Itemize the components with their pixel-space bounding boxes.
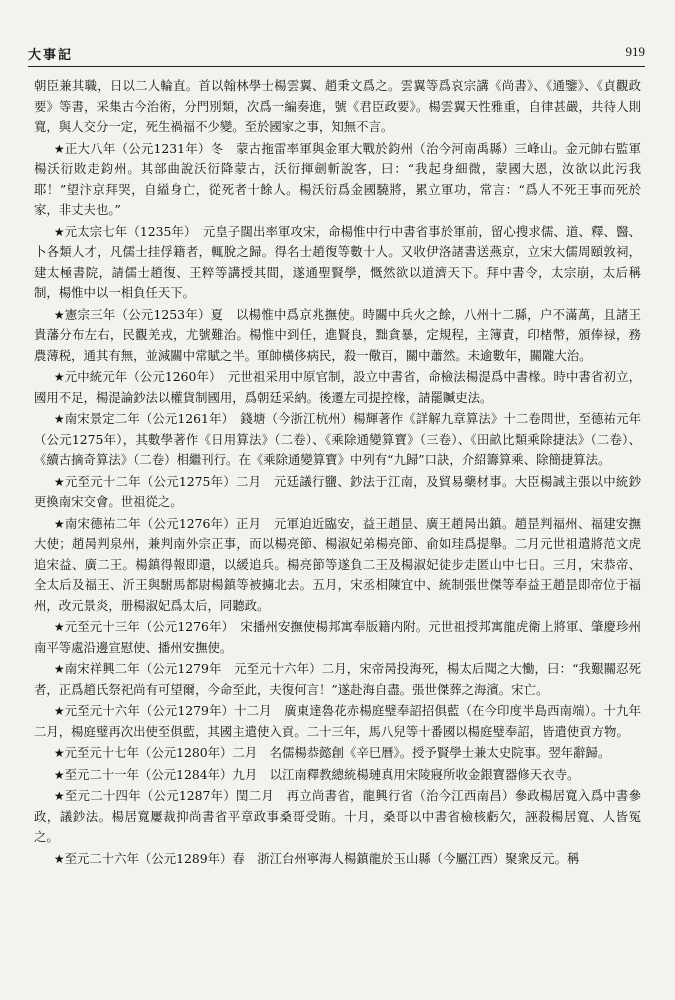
star-bullet-icon: ★ [53,789,65,803]
star-bullet-icon: ★ [53,307,65,322]
entry-paragraph [34,514,641,617]
entry-paragraph [34,222,641,304]
entry-paragraph [34,765,641,786]
entry-text: 元中統元年（公元1260年） 元世祖采用中原官制，設立中書省，命檢法楊湜爲中書椽。時中書省初立，國用不足，楊湜論鈔法以權貨制國用，爲朝廷采納。後遷左司提控椽，請罷贓吏法。 [34,369,641,405]
star-bullet-icon: ★ [53,224,65,239]
star-bullet-icon: ★ [53,412,65,426]
entry-text: 元至元十二年（公元1275年）二月 元廷議行鹽、鈔法于江南，及貿易藥材事。大臣楊誠主張以中統鈔更換南宋交會。世祖從之。 [34,473,641,509]
entry-text: 至元二十一年（公元1284年）九月 以江南釋教總統楊璉真用宋陵寢所收金銀寶器修天衣寺。 [64,766,580,782]
entry-paragraph [34,367,641,408]
entry-text: 正大八年（公元1231年）冬 蒙古拖雷率軍與金軍大戰於鈞州（治今河南禹縣）三峰山。金元帥右監軍楊沃衍敗走鈞州。其部曲說沃衍降蒙古，沃衍揮劍斬說客，曰：“我起身細微，蒙國大恩，汝欲以此污我耶！”望汴京拜哭，自縊身亡，從死者十餘人。楊沃衍爲金國驍將，累立軍功，常言：“爲人不死王事而死於家，非丈夫也。” [34,140,641,217]
entry-text: 元太宗七年（1235年） 元皇子闊出率軍攻宋，命楊惟中行中書省事於軍前，留心搜求儒、道、釋、醫、卜各類人才，凡儒士挂俘籍者，輒脫之歸。得名士趙復等數十人。又收伊洛諸書送燕京，立宋大儒周頤敦祠，建太極書院，請儒士趙復、王粹等講授其間，遂通聖賢學，慨然欲以道濟天下。拜中書令，太宗崩，太后稱制，楊惟中以一相負任天下。 [34,223,641,300]
entry-text: 南宋祥興二年（公元1279年 元至元十六年）二月，宋帝昺投海死，楊太后聞之大慟，曰：“我艱關忍死者，正爲趙氏祭祀尚有可望爾，今命至此，夫復何言！”遂赴海自盡。張世傑葬之海濱。宋亡。 [34,661,641,697]
entry-paragraph [34,472,641,513]
star-bullet-icon: ★ [53,851,65,866]
entry-text: 元至元十六年（公元1279年）十二月 廣東達魯花赤楊庭璧奉詔招俱藍（在今印度半島西南端）。十九年二月，楊庭璧再次出使至俱藍，其國主遣使入貢。二十三年，馬八兒等十番國以楊庭璧奉詔，皆遣使貢方物。 [34,703,641,739]
entry-text: 南宋景定二年（公元1261年） 錢塘（今浙江杭州）楊輝著作《詳解九章算法》十二卷問世，至德祐元年（公元1275年），其數學著作《日用算法》（二卷）、《乘除通變算寶》（三卷）、《田畝比類乘除捷法》（二卷）、《續古摘奇算法》（二卷）相繼刊行。在《乘除通變算寶》中列有“九歸”口訣，介紹籌算乘、除簡捷算法。 [34,411,641,467]
star-bullet-icon: ★ [53,746,65,760]
entry-paragraph [34,409,641,471]
entry-text: 憲宗三年（公元1253年）夏 以楊惟中爲京兆撫使。時關中兵火之餘，八州十二縣，户不滿萬，且諸王貴藩分布左右，民觀羌戎，尤號難治。楊惟中到任，進賢良，黜貪暴，定規程，主簿責，印楮幣，頒俸禄，務農薄税，通其有無，並減關中常賦之半。軍帥橫侈病民，殺一儆百，關中蕭然。未逾數年，關隴大治。 [34,306,641,363]
entry-text: 至元二十六年（公元1289年）春 浙江台州寧海人楊鎮龍於玉山縣（今屬江西）聚衆反元。稱 [64,850,580,866]
entry-text: 元至元十七年（公元1280年）二月 名儒楊恭懿創《辛巳曆》。授予賢學士兼太史院事。翌年辭歸。 [64,745,611,760]
entry-paragraph [34,139,641,221]
entry-paragraph [34,786,641,848]
star-bullet-icon: ★ [53,516,65,531]
header-rule [28,66,645,67]
entry-text: 朝臣兼其職，日以二人輪直。首以翰林學士楊雲翼、趙秉文爲之。雲翼等爲哀宗講《尚書》、《通鑒》、《貞觀政要》等書，采集古今治術，分門別類，次爲一編奏進，號《君臣政要》。楊雲翼天性雅重，自律甚嚴，共待人則寬，與人交分一定，死生禍福不少變。至於國家之事，知無不言。 [34,78,641,134]
star-bullet-icon: ★ [53,141,65,156]
entry-paragraph [34,76,641,138]
page-number: 919 [625,44,645,59]
star-bullet-icon: ★ [53,370,65,384]
entry-paragraph [34,701,641,742]
star-bullet-icon: ★ [53,767,65,782]
star-bullet-icon: ★ [53,704,65,718]
body-text [34,76,641,870]
star-bullet-icon: ★ [53,620,65,634]
star-bullet-icon: ★ [53,662,65,676]
entry-paragraph [34,617,641,658]
entry-text: 南宋德祐二年（公元1276年）正月 元軍迫近臨安，益王趙昰、廣王趙昺出鎮。趙昰判福州、福建安撫大使；趙昺判泉州，兼判南外宗正事，而以楊亮節、楊淑妃弟楊亮節、俞如珪爲提舉。二月元世祖遣將范文虎追宋益、廣二王。楊鎮得報即還，以緩追兵。楊亮節等遂負二王及楊淑妃徒步走匿山中七日。三月，宋恭帝、全太后及福王、沂王與駙馬都尉楊鎮等被擄北去。五月，宋丞相陳宜中、統制張世傑等奉益王趙昰即帝位于福州，改元景炎，册楊淑妃爲太后，同聽政。 [34,515,641,613]
entry-paragraph [34,743,641,764]
entry-text: 至元二十四年（公元1287年）閏二月 再立尚書省，龍興行省（治今江西南昌）參政楊居寬入爲中書參政，議鈔法。楊居寬屢裁抑尚書省平章政事桑哥受賄。十月，桑哥以中書省檢核虧欠，誣殺楊居寬、人皆冤之。 [34,788,641,844]
entry-paragraph [34,849,641,870]
entry-text: 元至元十三年（公元1276年） 宋播州安撫使楊邦寓奉版籍内附。元世祖授邦寓龍虎衛上將軍、肇慶珍州南平等處沿邊宣慰使、播州安撫使。 [34,619,641,655]
running-title: 大事記 [28,48,74,63]
entry-paragraph [34,305,641,367]
star-bullet-icon: ★ [53,474,65,489]
entry-paragraph [34,659,641,700]
page-header [28,44,645,66]
